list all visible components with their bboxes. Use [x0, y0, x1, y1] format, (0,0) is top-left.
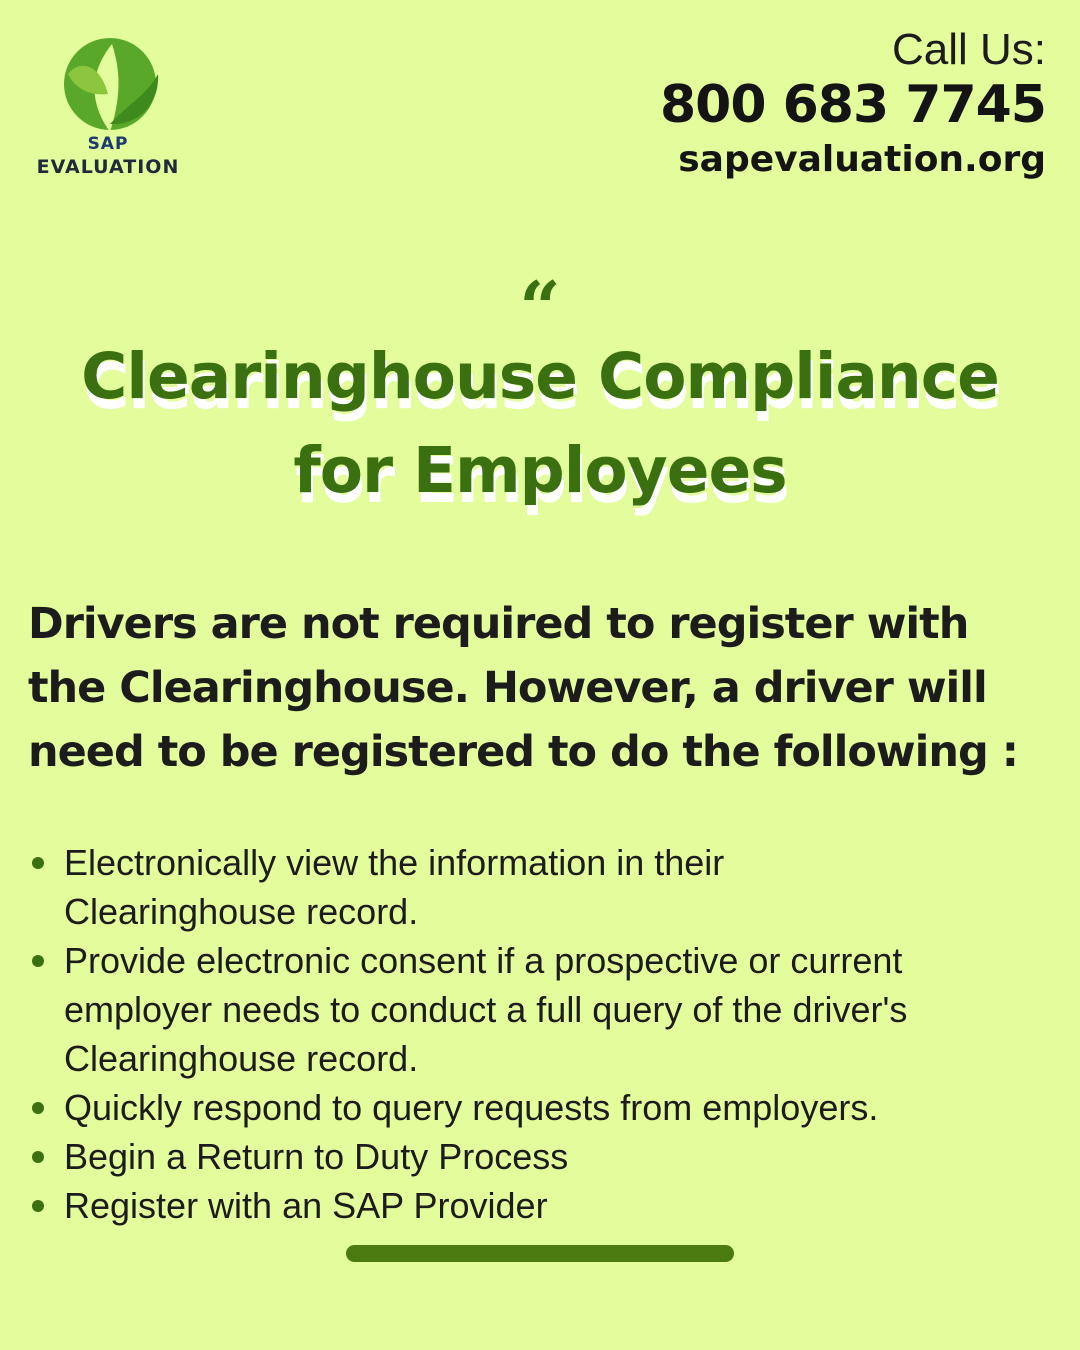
intro-line-2: the Clearinghouse. However, a driver will — [28, 663, 987, 713]
title-line-1: Clearinghouse Compliance — [81, 340, 999, 413]
list-item — [28, 838, 1048, 936]
requirements-list — [28, 838, 1048, 1230]
bullet-icon — [32, 1151, 44, 1163]
intro-line-3: need to be registered to do the following : — [28, 727, 1018, 777]
logo — [28, 34, 188, 184]
list-item — [28, 1132, 1048, 1181]
divider-bar — [346, 1245, 734, 1262]
contact-block — [660, 26, 1046, 184]
logo-text-sap: SAP — [87, 134, 129, 154]
intro-paragraph — [28, 592, 1058, 784]
list-item — [28, 936, 1048, 1083]
website-link[interactable]: sapevaluation.org — [678, 139, 1046, 180]
title-line-2: for Employees — [293, 434, 787, 507]
list-item-line: Quickly respond to query requests from employers. — [64, 1087, 879, 1128]
bullet-icon — [32, 955, 44, 967]
bullet-icon — [32, 1102, 44, 1114]
intro-line-1: Drivers are not required to register with — [28, 599, 969, 649]
call-us-label: Call Us: — [891, 25, 1046, 74]
quote-mark: “ — [519, 265, 561, 350]
list-item-line: employer needs to conduct a full query of the driver's — [64, 989, 908, 1030]
phone-number[interactable]: 800 683 7745 — [659, 75, 1046, 135]
list-item-line: Clearinghouse record. — [64, 891, 419, 932]
bullet-icon — [32, 1200, 44, 1212]
bullet-icon — [32, 857, 44, 869]
list-item-line: Clearinghouse record. — [64, 1038, 419, 1079]
list-item — [28, 1083, 1048, 1132]
list-item-line: Register with an SAP Provider — [64, 1185, 548, 1226]
list-item-line: Begin a Return to Duty Process — [64, 1136, 569, 1177]
page-title — [0, 330, 1080, 518]
logo-text-evaluation: EVALUATION — [36, 156, 180, 178]
list-item-line: Electronically view the information in their — [64, 842, 725, 883]
leaf-logo-icon — [50, 34, 166, 134]
list-item — [28, 1181, 1048, 1230]
list-item-line: Provide electronic consent if a prospective or current — [64, 940, 903, 981]
